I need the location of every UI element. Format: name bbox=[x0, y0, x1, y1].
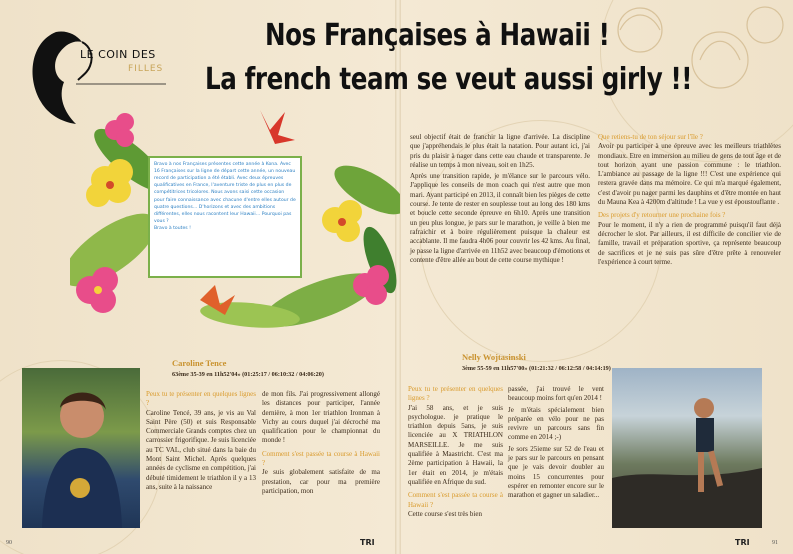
paragraph: Peux tu te présenter en quelques lignes ? J'ai 58 ans, et je suis psychologue. je pratique le triathlon depuis 5ans, je suis licenciée au X TRIATHLON MARSEILLE. Je me suis qualifiée à Maastricht. C'est ma 2ème participation à Hawaii, la 1er était en 2014, je m'étais qualifiée en Afrique du sud. bbox=[408, 385, 503, 486]
paragraph: passée, j'ai trouvé le vent beaucoup moins fort qu'en 2014 ! bbox=[508, 385, 604, 403]
logo-text: LE COIN DES bbox=[80, 48, 156, 61]
question: Des projets d'y retourner une prochaine fois ? bbox=[598, 211, 726, 220]
athlete-photo-illustration bbox=[22, 368, 140, 528]
question: Comment s'est passée ta course à Hawaii ? bbox=[262, 449, 380, 468]
paragraph: seul objectif était de franchir la ligne d'arrivée. La discipline que j'appréhendais le plus était la natation. Pour autant ici, j'ai pris du plaisir à nager dans cette eau chaude et transparente. Je réalise un temps à mon niveau, soit en 1h25. bbox=[410, 133, 590, 169]
photo-caroline bbox=[22, 368, 140, 528]
paragraph: Je sors 25ieme sur 52 de l'eau et je pars sur le parcours en pensant que je vais devoir doubler au moins 15 concurrentes pour espérer en remonter encore sur le marathon et gagner un saladier... bbox=[508, 444, 604, 500]
paragraph: Je m'étais spécialement bien préparée en vélo pour ne pas revivre un parcours sans fin comme en 2014 ;-) bbox=[508, 405, 604, 442]
paragraph: Peux tu te présenter en quelques lignes ? Caroline Tencé, 39 ans, je vis au Val Saint Père (50) et suis Responsable Commerciale Grands comptes chez un carrossier frigorifique. Je suis licenciée au TC VAL, club situé dans la baie du Mont Saint Michel. Après quelques années de cyclisme en compétition, j'ai débuté timidement le triathlon il y a 13 ans, suite à la naissance bbox=[146, 390, 256, 491]
question: Peux tu te présenter en quelques lignes ? bbox=[408, 385, 503, 403]
athlete-stats: 3ème 55-59 en 11h57'00» (01:21:32 / 06:12:58 / 04:14:19) bbox=[462, 365, 611, 372]
intro-text: Bravo à nos Françaises présentes cette année à Kona. Avec 16 Françaises sur la ligne de départ cette année, un nouveau record de participation a été établi. Avec deux épreuves qualificatives en France, l'aventure triste de plus en plus de compétitrices tricolores. Nous avons saisi cette occasion pour faire connaissance avec chacune d'entre elles autour de quatre questions… D'horizons et avec des ambitions différentes, elles nous racontent leur Hawaii… Pourquoi pas vous ? Bravo à toutes ! bbox=[154, 162, 296, 231]
magazine-brand-right: TRI bbox=[735, 538, 750, 547]
page-number-left: 90 bbox=[6, 540, 12, 546]
paragraph: Des projets d'y retourner une prochaine fois ? Pour le moment, il n'y a rien de programmé puisqu'il faut déjà décrocher le slot. Par ailleurs, il est difficile de concilier vie de famille, travail et préparation sportive, ça représente beaucoup de sacrifices et je ne suis pas sûre d'être prête à renouveler l'expérience à court terme. bbox=[598, 211, 781, 266]
paragraph: Que retiens-tu de ton séjour sur l'île ? Avoir pu participer à une épreuve avec les meilleurs triathlètes mondiaux. Etre en immersion au milieu de gens de tout âge et de tout horizon ayant une passion commune : le triathlon. L'ambiance au passage de la ligne !!! C'est une expérience qui restera gravée dans ma mémoire. Ce qui m'a marqué également, c'est d'avoir pu nager parmi les dauphins et d'être montée en haut du Mauna Kea à 4200m d'altitude ! La vue y est époustouflante . bbox=[598, 133, 781, 207]
caroline-column-1 bbox=[146, 390, 256, 494]
logo-subtext: FILLES bbox=[128, 64, 164, 74]
photo-nelly bbox=[612, 368, 762, 528]
paragraph: Comment s'est passée ta course à Hawaii ? Je suis globalement satisfaite de ma prestation, car pour ma première participation, mon bbox=[262, 449, 380, 495]
paragraph: de mon fils. J'ai progressivement allongé les distances pour participer, l'année dernière, à mon 1er triathlon Ironman à Vichy au cours duquel j'ai décroché ma qualification pour le championnat du monde ! bbox=[262, 390, 380, 445]
athlete-photo-illustration bbox=[612, 368, 762, 528]
caroline-column-2 bbox=[262, 390, 380, 498]
page-number-right: 91 bbox=[772, 540, 778, 546]
paragraph: Comment s'est passée ta course à Hawaii ? Cette course s'est très bien bbox=[408, 491, 503, 518]
athlete-name: Nelly Wojtasinski bbox=[462, 352, 526, 362]
athlete-stats: 63ème 35-39 en 11h52'04» (01:25:17 / 06:10:32 / 04:06:20) bbox=[172, 371, 324, 378]
article-column-right bbox=[598, 133, 781, 269]
nelly-column-2 bbox=[508, 385, 604, 503]
question: Peux tu te présenter en quelques lignes ? bbox=[146, 390, 256, 408]
page-subtitle: La french team se veut aussi girly !! bbox=[205, 62, 693, 97]
magazine-brand-left: TRI bbox=[360, 538, 375, 547]
athlete-name: Caroline Tence bbox=[172, 358, 227, 368]
intro-box bbox=[148, 156, 302, 278]
article-column-middle bbox=[410, 133, 590, 267]
question: Comment s'est passée ta course à Hawaii ? bbox=[408, 491, 503, 509]
paragraph: Après une transition rapide, je m'élance sur le parcours vélo. J'applique les conseils de mon coach qui n'est autre que mon mari. Ayant participé en 2013, il connaît bien les pièges de cette course. Je tente de rester en souplesse tout au long des 180 kms et boucle cette seconde épreuve en 6h10. Après une transition un peu plus longue, je pars sur le marathon, je veille à bien me rafraichir et à boire régulièrement puisque la chaleur est accablante. Il me faudra 4h06 pour couvrir les 42 kms. Au final, je passe la ligne d'arrivée en 11h52 avec beaucoup d'émotions et contente d'être allée au bout de cette course mythique ! bbox=[410, 172, 590, 264]
decorative-flowers-right bbox=[540, 0, 793, 130]
nelly-column-1 bbox=[408, 385, 503, 521]
question: Que retiens-tu de ton séjour sur l'île ? bbox=[598, 133, 703, 141]
page-title: Nos Françaises à Hawaii ! bbox=[265, 18, 610, 53]
